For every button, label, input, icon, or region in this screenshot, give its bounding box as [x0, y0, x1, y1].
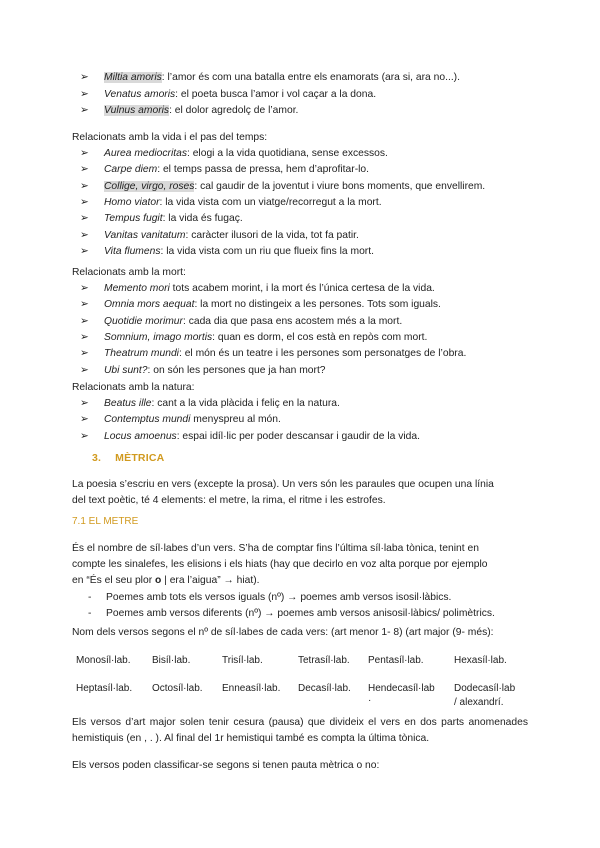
syllable-cell: Tetrasíl·lab.: [298, 655, 350, 666]
topic-description: : caràcter ilusori de la vida, tot fa patir.: [185, 229, 359, 241]
topic-term: Vulnus amoris: [104, 105, 170, 116]
topic-term: Collige, virgo, roses: [104, 180, 195, 192]
poetry-line-2: del text poètic, té 4 elements: el metre, la rima, el ritme i les estrofes.: [72, 495, 386, 506]
metre-line-3: en “És el seu plor o | era l’aigua” → hiat).: [72, 575, 260, 586]
topic-term: Homo viator: [104, 196, 160, 208]
topic-description: : l’amor és com una batalla entre els enamorats (ara si, ara no...).: [161, 72, 460, 83]
arrow-bullet-icon: ➢: [80, 229, 89, 241]
topic-item: [80, 70, 460, 86]
section-number: 3.: [92, 452, 102, 464]
arrow-bullet-icon: ➢: [80, 364, 89, 376]
arrow-bullet-icon: ➢: [80, 331, 89, 343]
topic-description: : espai idíl·lic per poder descansar i gaudir de la vida.: [176, 430, 420, 442]
topic-description: : la vida és fugaç.: [162, 213, 243, 225]
arrow-bullet-icon: ➢: [80, 430, 89, 442]
topic-item: [80, 412, 281, 428]
section-title: MÈTRICA: [115, 452, 165, 464]
classification-line: Els versos poden classificar-se segons si tenen pauta mètrica o no:: [72, 760, 380, 771]
topic-item: [80, 346, 466, 362]
topic-description: : cada dia que pasa ens acostem més a la mort.: [182, 315, 403, 327]
topic-description: : on són les persones que ja han mort?: [147, 364, 326, 376]
syllable-cell: Decasíl·lab.: [298, 683, 351, 694]
topic-item: [80, 228, 359, 244]
arrow-bullet-icon: ➢: [80, 315, 89, 327]
syllable-cell: Trisíl·lab.: [222, 655, 263, 666]
syllable-cell: Enneasíl·lab.: [222, 683, 281, 694]
metre-line-1: És el nombre de síl·labes d’un vers. S’ha de comptar fins l’última síl·laba tònica, tenint en: [72, 543, 479, 554]
topic-term: Aurea mediocritas: [104, 148, 187, 159]
topic-item: [80, 330, 427, 346]
topic-term: Beatus ille: [104, 398, 152, 409]
topic-item: [80, 146, 388, 162]
topic-term: Omnia mors aequat: [104, 299, 195, 311]
syllable-cell: Octosíl·lab.: [152, 683, 203, 694]
topic-description: : elogi a la vida quotidiana, sense excessos.: [186, 148, 388, 159]
metre-line-2: compte les sinalefes, les elisions i els hiats (hay que decirlo en voz alta porque por ejemplo: [72, 559, 488, 570]
arrow-bullet-icon: ➢: [80, 148, 89, 159]
topic-description: : la mort no distingeix a les persones. Tots som iguals.: [194, 299, 441, 311]
nature-intro: Relacionats amb la natura:: [72, 382, 195, 393]
topic-item: [80, 211, 243, 227]
arrow-bullet-icon: ➢: [80, 283, 89, 294]
topic-term: Vanitas vanitatum: [104, 229, 186, 241]
topic-item: [80, 179, 485, 195]
arrow-bullet-icon: ➢: [80, 105, 89, 116]
arrow-bullet-icon: ➢: [80, 72, 89, 83]
section-heading: [92, 452, 164, 464]
topic-item: [80, 87, 376, 103]
topic-term: Memento mori: [104, 283, 170, 294]
topic-description: : el món és un teatre i les persones som personatges de l’obra.: [178, 348, 467, 360]
topic-item: [80, 244, 374, 260]
topic-term: Carpe diem: [104, 164, 158, 176]
topic-description: : el poeta busca l’amor i vol caçar a la dona.: [175, 88, 377, 100]
topic-term: Miltia amoris: [104, 72, 162, 83]
arrow-bullet-icon: ➢: [80, 398, 89, 409]
cesura-paragraph: Els versos d’art major solen tenir cesura (pausa) que divideix el vers en dos parts anomenades hemistiquis (en , . ). Al final del 1r hemistiqui també es compta la última tònica.: [72, 717, 528, 744]
arrow-bullet-icon: ➢: [80, 164, 89, 176]
topic-item: [80, 396, 340, 412]
syllable-cell-extra: / alexandrí.: [454, 697, 504, 708]
syllable-cell: Hendecasíl·lab: [368, 683, 435, 694]
topic-description: : el temps passa de pressa, hem d’aprofitar-lo.: [157, 164, 369, 176]
topic-item: [80, 281, 435, 297]
topic-item: [80, 297, 441, 313]
verse-names-line: Nom dels versos segons el nº de síl·labes de cada vers: (art menor 1- 8) (art major (9- més):: [72, 627, 494, 638]
arrow-bullet-icon: ➢: [80, 299, 89, 311]
topic-description: : la vida vista com un riu que flueix fins la mort.: [160, 245, 374, 257]
topic-term: Ubi sunt?: [104, 364, 148, 376]
topic-item: [80, 314, 402, 330]
topic-description: : el dolor agredolç de l’amor.: [169, 105, 299, 116]
topic-term: Locus amoenus: [104, 430, 177, 442]
topic-item: [80, 429, 420, 445]
subsection-heading: 7.1 EL METRE: [72, 516, 139, 527]
syllable-cell: Bisíl·lab.: [152, 655, 191, 666]
arrow-bullet-icon: ➢: [80, 180, 89, 192]
syllable-cell: Pentasíl·lab.: [368, 655, 424, 666]
topic-item: [80, 363, 326, 379]
topic-term: Vita flumens: [104, 245, 161, 257]
topic-item: [80, 195, 382, 211]
arrow-bullet-icon: ➢: [80, 245, 89, 257]
life-intro: Relacionats amb la vida i el pas del temps:: [72, 132, 268, 143]
topic-term: Quotidie morimur: [104, 315, 183, 327]
topic-description: : la vida vista com un viatge/recorregut a la mort.: [159, 196, 382, 208]
syllable-cell: Heptasíl·lab.: [76, 683, 133, 694]
arrow-bullet-icon: ➢: [80, 213, 89, 225]
syllable-cell: Hexasíl·lab.: [454, 655, 507, 666]
topic-term: Contemptus mundi: [104, 414, 191, 426]
topic-item: [80, 103, 298, 119]
syllable-cell: Dodecasíl·lab: [454, 683, 516, 694]
topic-term: Theatrum mundi: [104, 348, 179, 360]
arrow-bullet-icon: ➢: [80, 348, 89, 360]
arrow-bullet-icon: ➢: [80, 196, 89, 208]
topic-description: : cal gaudir de la joventut i viure bons moments, que envellirem.: [194, 180, 486, 192]
topic-description: : cant a la vida plàcida i feliç en la natura.: [151, 398, 340, 409]
dash-item: - Poemes amb tots els versos iguals (nº) → poemes amb versos isosil·làbics.: [88, 592, 452, 603]
syllable-cell: Monosíl·lab.: [76, 655, 131, 666]
topic-description: : quan es dorm, el cos està en repòs com mort.: [212, 331, 428, 343]
topic-term: Tempus fugit: [104, 213, 163, 225]
death-intro: Relacionats amb la mort:: [72, 267, 186, 278]
topic-item: [80, 162, 369, 178]
topic-description: menyspreu al món.: [190, 414, 281, 426]
topic-description: tots acabem morint, i la mort és l’única certesa de la vida.: [169, 283, 435, 294]
topic-term: Somnium, imago mortis: [104, 331, 213, 343]
syllable-cell-dot: ·: [368, 695, 372, 706]
dash-item: - Poemes amb versos diferents (nº) → poemes amb versos anisosil·làbics/ polimètrics.: [88, 608, 495, 619]
arrow-bullet-icon: ➢: [80, 88, 89, 100]
topic-term: Venatus amoris: [104, 88, 176, 100]
arrow-bullet-icon: ➢: [80, 414, 89, 426]
poetry-line-1: La poesia s’escriu en vers (excepte la prosa). Un vers són les paraules que ocupen una línia: [72, 479, 494, 490]
